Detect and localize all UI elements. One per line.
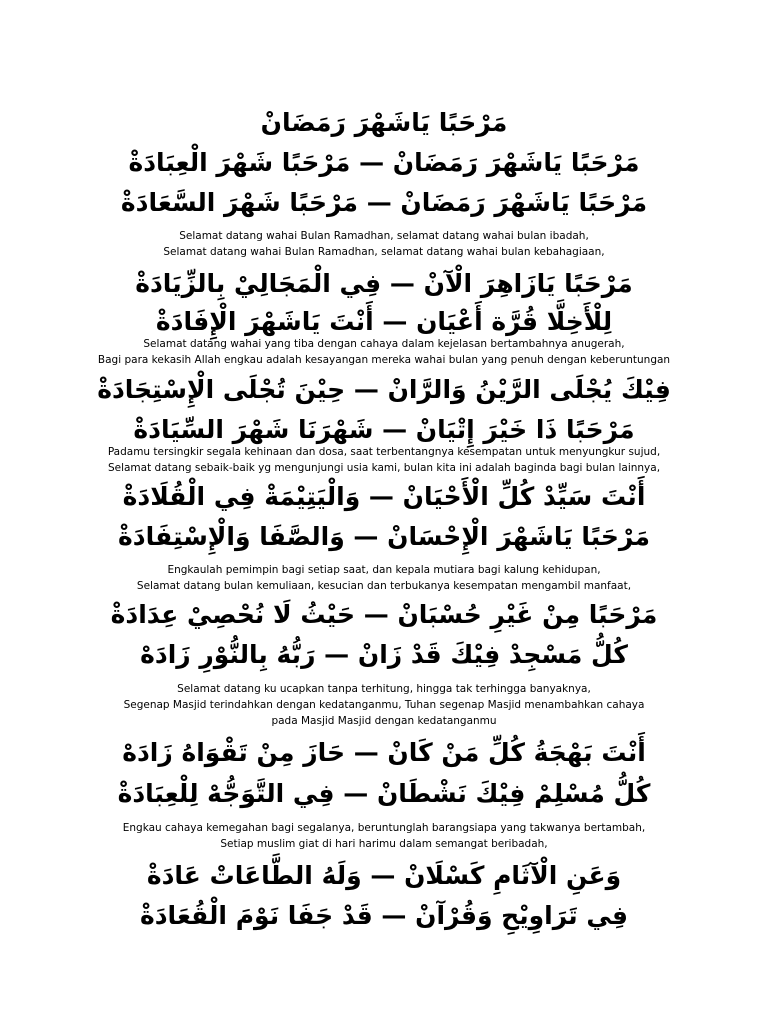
translation-line: Selamat datang bulan kemuliaan, kesucian dan terbukanya kesempatan mengambil manfaat, — [136, 580, 632, 592]
translation-line: Padamu tersingkir segala kehinaan dan dosa, saat terbentangnya kesempatan untuk menyungkur sujud, — [107, 446, 661, 458]
translation-line: Selamat datang wahai Bulan Ramadhan, selamat datang wahai bulan kebahagiaan, — [163, 246, 605, 258]
arabic-verse-line: لِلْأَخِلَّا قُرَّة أَعْيَان — أَنْتَ يَاشَهْرَ الْإِفَادَةْ — [155, 307, 613, 336]
translation-line: Segenap Masjid terindahkan dengan kedatanganmu, Tuhan segenap Masjid menambahkan cahaya — [123, 699, 645, 711]
arabic-verse-line: أَنْتَ بَهْجَةُ كُلِّ مَنْ كَانْ — حَازَ مِنْ تَقْوَاهُ زَادَهْ — [122, 738, 646, 767]
translation-line: Selamat datang wahai yang tiba dengan cahaya dalam kejelasan bertambahnya anugerah, — [143, 338, 625, 350]
arabic-verse-line: فِيْكَ يُجْلَى الرَّيْنُ وَالرَّانْ — حِيْنَ تُجْلَى الْإِسْتِجَادَةْ — [97, 375, 671, 404]
translation-line: Setiap muslim giat di hari harimu dalam semangat beribadah, — [220, 838, 548, 850]
translation-line: pada Masjid Masjid dengan kedatanganmu — [271, 715, 497, 727]
arabic-verse-line: مَرْحَبًا مِنْ غَيْرِ حُسْبَانْ — حَيْثُ لَا نُحْصِيْ عِدَادَةْ — [110, 600, 658, 629]
arabic-verse-line: مَرْحَبًا يَاشَهْرَ الْإِحْسَانْ — وَالصَّفَا وَالْإِسْتِفَادَةْ — [118, 522, 650, 551]
arabic-verse-line: أَنْتَ سَيِّدْ كُلِّ الْأَحْيَانْ — وَالْيَتِيْمَةْ فِي الْقُلَادَةْ — [122, 482, 646, 511]
arabic-verse-line: فِي تَرَاوِيْحِ وَقُرْآنْ — قَدْ جَفَا نَوْمَ الْقُعَادَةْ — [139, 901, 629, 930]
translation-line: Bagi para kekasih Allah engkau adalah kesayangan mereka wahai bulan yang penuh dengan keberuntungan — [97, 354, 671, 366]
arabic-verse-line: مَرْحَبًا يَاشَهْرَ رَمَضَانْ — مَرْحَبًا شَهْرَ السَّعَادَةْ — [120, 188, 648, 217]
translation-line: Selamat datang sebaik-baik yg mengunjungi usia kami, bulan kita ini adalah baginda bagi bulan lainnya, — [107, 462, 661, 474]
arabic-verse-line: كُلُّ مَسْجِدْ فِيْكَ قَدْ زَانْ — رَبُّهُ بِالنُّوْرِ زَادَهْ — [140, 640, 628, 669]
translation-line: Selamat datang wahai Bulan Ramadhan, selamat datang wahai bulan ibadah, — [179, 230, 589, 242]
arabic-verse-line: كُلُّ مُسْلِمْ فِيْكَ نَشْطَانْ — فِي التَّوَجُّهْ لِلْعِبَادَةْ — [117, 779, 651, 808]
translation-line: Engkau cahaya kemegahan bagi segalanya, beruntunglah barangsiapa yang takwanya bertambah, — [122, 822, 646, 834]
arabic-verse-line: مَرْحَبًا يَازَاهِرَ الْآنْ — فِي الْمَجَالِيْ بِالزِّيَادَةْ — [135, 269, 633, 298]
translation-line: Engkaulah pemimpin bagi setiap saat, dan kepala mutiara bagi kalung kehidupan, — [167, 564, 601, 576]
arabic-verse-line: مَرْحَبًا يَاشَهْرَ رَمَضَانْ — مَرْحَبًا شَهْرَ الْعِبَادَةْ — [128, 148, 640, 177]
arabic-verse-line: وَعَنِ الْآثَامِ كَسْلَانْ — وَلَهُ الطَّاعَاتْ عَادَةْ — [146, 861, 622, 890]
poem-title: مَرْحَبًا يَاشَهْرَ رَمَضَانْ — [260, 108, 508, 137]
arabic-verse-line: مَرْحَبًا ذَا خَيْرَ إِتْيَانْ — شَهْرَنَا شَهْرَ السِّيَادَةْ — [133, 415, 635, 444]
translation-line: Selamat datang ku ucapkan tanpa terhitung, hingga tak terhingga banyaknya, — [177, 683, 591, 695]
